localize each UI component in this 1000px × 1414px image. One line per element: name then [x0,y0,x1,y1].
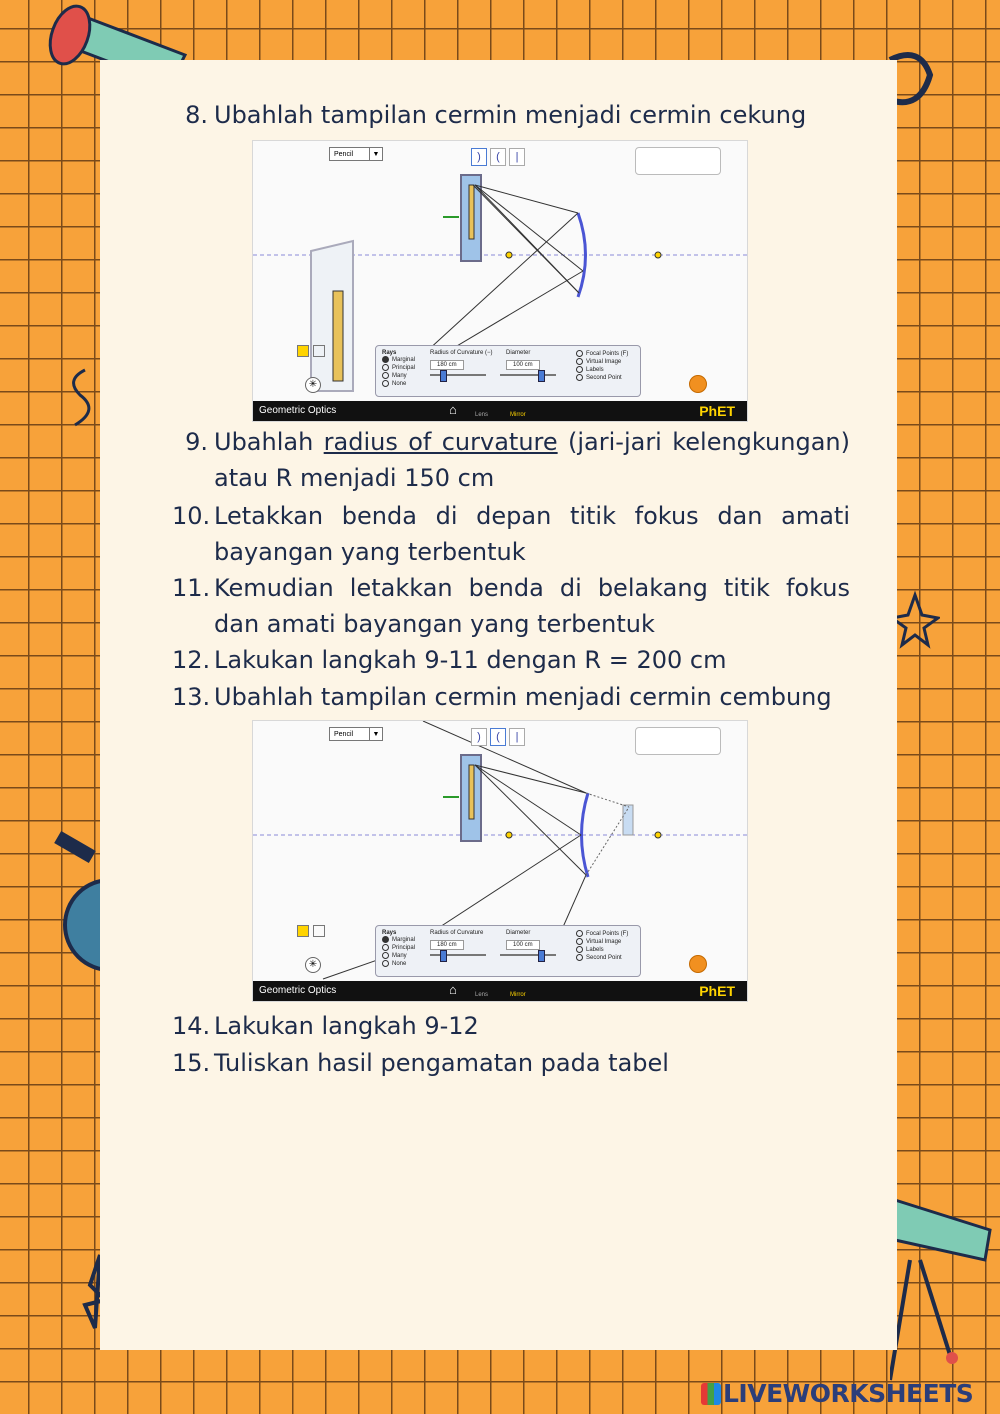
liveworksheets-logo [701,1379,973,1408]
flat-type-button[interactable]: | [509,148,525,166]
light-source-icon[interactable]: ✳ [305,377,321,393]
radius-slider[interactable] [430,374,486,376]
radius-value: 180 cm [430,940,464,950]
radius-control [430,350,493,370]
diameter-control [506,350,540,370]
telescope-bottom-right [890,1180,1000,1390]
focal-points-checkbox[interactable]: Focal Points (F) [576,930,628,938]
measuring-tools-box[interactable] [635,147,721,175]
diameter-slider-thumb[interactable] [538,950,545,962]
optic-type-selector [471,727,528,746]
second-point-checkbox[interactable]: Second Point [576,954,628,962]
step-10 [172,498,850,570]
step-text: Ubahlah tampilan cermin menjadi cermin cembung [214,683,832,711]
labels-checkbox[interactable]: Labels [576,946,628,954]
reset-button[interactable] [689,955,707,973]
step-number: 9. [185,428,208,456]
step-text: Ubahlah tampilan cermin menjadi cermin cekung [214,101,807,129]
reset-button[interactable] [689,375,707,393]
rays-group [382,930,415,968]
diameter-slider-thumb[interactable] [538,370,545,382]
step-text: Ubahlah radius of curvature (jari-jari kelengkungan) atau R menjadi 150 cm [214,428,850,492]
diameter-slider[interactable] [500,374,556,376]
phet-logo: PhET [699,983,735,999]
second-point-checkbox[interactable]: Second Point [576,374,628,382]
dropdown-value: Pencil [334,151,354,158]
rays-option-marginal[interactable]: Marginal [382,356,415,364]
diameter-value: 100 cm [506,940,540,950]
home-icon[interactable]: ⌂ [449,402,457,417]
rays-option-marginal[interactable]: Marginal [382,936,415,944]
step-text: Tuliskan hasil pengamatan pada tabel [214,1049,669,1077]
tab-lens[interactable]: Lens [475,992,489,998]
measuring-tools-box[interactable] [635,727,721,755]
light-source-icon[interactable]: ✳ [305,957,321,973]
concave-type-button[interactable]: ) [471,148,487,166]
rays-option-many[interactable]: Many [382,952,415,960]
rays-option-principal[interactable]: Principal [382,364,415,372]
labels-checkbox[interactable]: Labels [576,366,628,374]
app-title: Geometric Optics [259,405,337,416]
rays-title: Rays [382,930,397,936]
step-12 [172,642,850,678]
step-8 [178,97,850,133]
object-dropdown[interactable] [329,727,383,741]
tab-lens[interactable]: Lens [475,412,489,418]
radius-label: Radius of Curvature [430,930,484,936]
liveworksheets-text: LIVEWORKSHEETS [723,1379,974,1408]
zoom-in-icon[interactable] [297,345,309,357]
app-title: Geometric Optics [259,985,337,996]
diameter-label: Diameter [506,930,531,936]
rays-title: Rays [382,350,397,356]
radius-slider-thumb[interactable] [440,950,447,962]
radius-label: Radius of Curvature (−) [430,350,493,356]
zoom-out-icon[interactable] [313,925,325,937]
convex-type-button[interactable]: ( [490,148,506,166]
step-number: 11. [172,574,211,602]
optic-type-selector [471,147,528,166]
step-14 [172,1008,850,1044]
rays-option-none[interactable]: None [382,380,415,388]
radius-control [430,930,483,950]
concave-type-button[interactable]: ) [471,728,487,746]
controls-panel [375,345,641,397]
radius-of-curvature-link: radius of curvature [323,428,558,456]
step-number: 10. [172,502,211,530]
step-number: 13. [172,683,211,711]
rays-option-none[interactable]: None [382,960,415,968]
controls-panel [375,925,641,977]
step-number: 14. [172,1012,211,1040]
squiggle-left [60,360,105,430]
step-number: 12. [172,646,211,674]
liveworksheets-icon [701,1383,721,1405]
sim-navbar [253,401,747,421]
rays-group [382,350,415,388]
step-text: Lakukan langkah 9-12 [214,1012,479,1040]
flat-type-button[interactable]: | [509,728,525,746]
chevron-down-icon: ▼ [369,728,382,740]
zoom-in-icon[interactable] [297,925,309,937]
rays-option-principal[interactable]: Principal [382,944,415,952]
virtual-image-checkbox[interactable]: Virtual Image [576,938,628,946]
chevron-down-icon: ▼ [369,148,382,160]
diameter-value: 100 cm [506,360,540,370]
home-icon[interactable]: ⌂ [449,982,457,997]
step-text: Kemudian letakkan benda di belakang titik fokus dan amati bayangan yang terbentuk [214,574,850,638]
step-13 [172,679,850,715]
radius-slider-thumb[interactable] [440,370,447,382]
zoom-out-icon[interactable] [313,345,325,357]
rays-option-many[interactable]: Many [382,372,415,380]
phet-logo: PhET [699,403,735,419]
sim-navbar [253,981,747,1001]
tab-mirror[interactable]: Mirror [510,412,526,418]
virtual-image-checkbox[interactable]: Virtual Image [576,358,628,366]
dropdown-value: Pencil [334,731,354,738]
diameter-slider[interactable] [500,954,556,956]
step-number: 15. [172,1049,211,1077]
object-dropdown[interactable] [329,147,383,161]
step-number: 8. [185,101,208,129]
diameter-control [506,930,540,950]
tab-mirror[interactable]: Mirror [510,992,526,998]
convex-type-button[interactable]: ( [490,728,506,746]
step-text: Lakukan langkah 9-11 dengan R = 200 cm [214,646,727,674]
sim-convex-mirror [252,720,748,1002]
step-text: Letakkan benda di depan titik fokus dan amati bayangan yang terbentuk [214,502,850,566]
radius-slider[interactable] [430,954,486,956]
options-checkboxes [576,930,628,962]
options-checkboxes [576,350,628,382]
step-15 [172,1045,850,1081]
radius-value: 180 cm [430,360,464,370]
step-9 [178,424,850,496]
step-11 [172,570,850,642]
focal-points-checkbox[interactable]: Focal Points (F) [576,350,628,358]
diameter-label: Diameter [506,350,531,356]
sim-concave-mirror [252,140,748,422]
star-right [890,590,940,650]
